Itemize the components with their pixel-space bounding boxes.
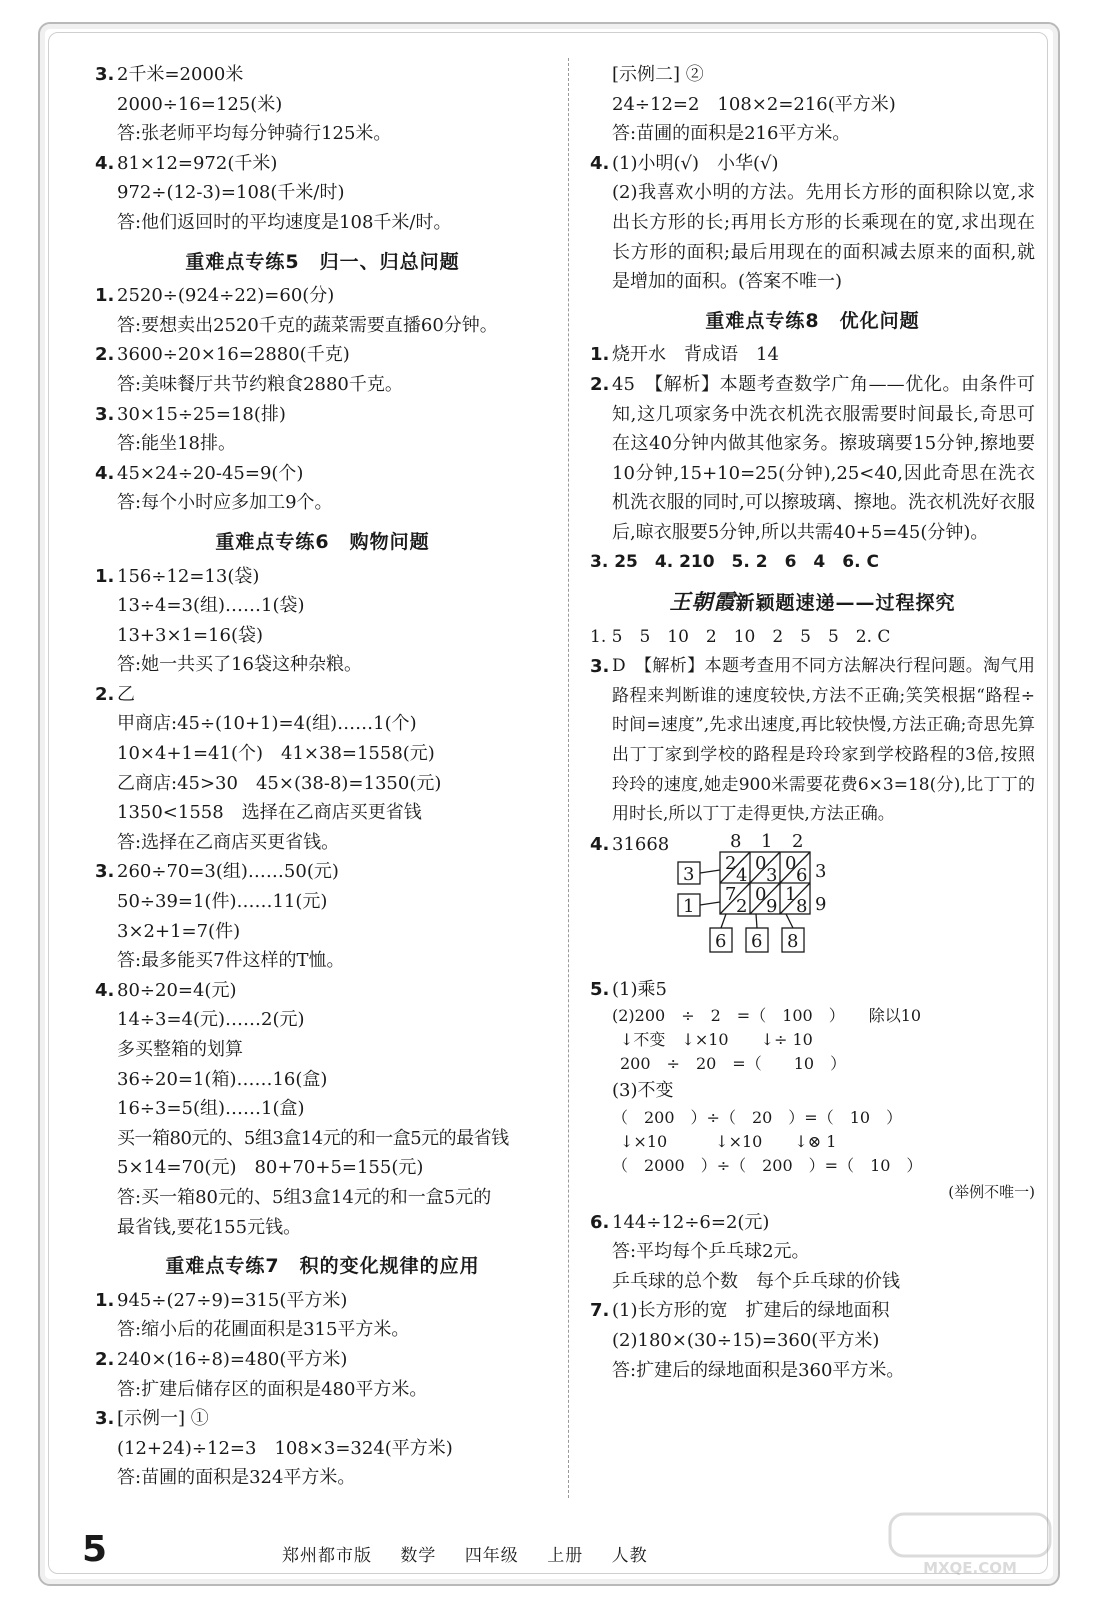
answer-line: 13+3×1=16(袋) <box>117 624 264 646</box>
result-digit: 8 <box>787 930 799 952</box>
top-digit: 1 <box>761 830 773 852</box>
answer-line: 3×2+1=7(件) <box>117 920 241 942</box>
left-column <box>95 60 550 1493</box>
answer-line: 1. 2520÷(924÷22)=60(分) <box>95 285 335 307</box>
answer-line: 3. 260÷70=3(组)……50(元) <box>95 861 339 883</box>
answer-line: (2)200 ÷ 2 =（ 100 ） 除以10 <box>612 1006 922 1026</box>
answer-line: 10×4+1=41(个) 41×38=1558(元) <box>117 743 435 765</box>
answer-line: 1. 945÷(27÷9)=315(平方米) <box>95 1289 348 1311</box>
answer-line: 答:扩建后储存区的面积是480平方米。 <box>117 1378 428 1400</box>
answer-line: 13÷4=3(组)……1(袋) <box>117 595 305 617</box>
cell-digit: 8 <box>796 895 808 917</box>
cell-digit: 2 <box>736 895 748 917</box>
cell-digit: 0 <box>785 852 797 874</box>
footer-subject: 数学 <box>400 1546 437 1566</box>
cell-digit: 2 <box>725 852 737 874</box>
answer-line: 答:选择在乙商店买更省钱。 <box>117 831 340 853</box>
cell-digit: 0 <box>755 883 767 905</box>
cell-digit: 3 <box>766 864 778 886</box>
answer-line: ↓×10 ↓×10 ↓⊗ 1 <box>620 1132 837 1152</box>
watermark-text: MXQE.COM <box>923 1559 1017 1577</box>
answer-line: 4. 31668 <box>590 833 670 855</box>
answer-line: (3)不变 <box>612 1080 674 1102</box>
answer-line: 1. 烧开水 背成语 14 <box>590 344 779 366</box>
answer-line: 答:每个小时应多加工9个。 <box>117 492 333 514</box>
answer-line: 乒乓球的总个数 每个乒乓球的价钱 <box>612 1270 900 1292</box>
answer-line: 2000÷16=125(米) <box>117 93 283 115</box>
answer-line: 36÷20=1(箱)……16(盒) <box>117 1068 328 1090</box>
section-heading: 重难点专练5 归一、归总问题 <box>185 250 460 273</box>
answer-line: 答:最多能买7件这样的T恤。 <box>117 950 345 972</box>
answer-line: 972÷(12-3)=108(千米/时) <box>117 182 345 204</box>
top-digit: 8 <box>730 830 742 852</box>
answer-line: 答:美味餐厅共节约粮食2880千克。 <box>117 373 403 395</box>
right-digit: 3 <box>815 860 827 882</box>
footer-volume: 上册 <box>547 1546 584 1566</box>
answer-line: 1. 156÷12=13(袋) <box>95 565 260 587</box>
section-heading: 重难点专练7 积的变化规律的应用 <box>165 1255 480 1278</box>
answer-line: 2. 240×(16÷8)=480(平方米) <box>95 1348 348 1370</box>
footer-grade: 四年级 <box>464 1546 519 1566</box>
cell-digit: 6 <box>796 864 808 886</box>
page-number: 5 <box>82 1529 108 1570</box>
answer-line: 4. 45×24÷20-45=9(个) <box>95 462 304 484</box>
answer-line: 16÷3=5(组)……1(盒) <box>117 1098 305 1120</box>
top-digit: 2 <box>792 830 804 852</box>
answer-line: 1. 5 5 10 2 10 2 5 5 2. C <box>590 626 891 647</box>
result-digit: 6 <box>751 930 763 952</box>
answer-paragraph: 3. D 【解析】本题考查用不同方法解决行程问题。淘气用路程来判断谁的速度较快,方法不正确;笑笑根据“路程÷时间=速度”,先求出速度,再比较快慢,方法正确;奇思先算出丁丁家到学校的路程是玲玲家到学校路程的3倍,按照玲玲的速度,她走900米需要花费6×3=18(分),比丁丁的用时长,所以丁丁走得更快,方法正确。 <box>590 656 1035 825</box>
answer-line: 1350<1558 选择在乙商店买更省钱 <box>117 802 422 824</box>
answer-line: 答:她一共买了16袋这种杂粮。 <box>117 654 362 676</box>
left-digit: 1 <box>683 895 695 917</box>
footer-edition: 郑州都市版 <box>282 1546 372 1566</box>
section-heading: 重难点专练8 优化问题 <box>705 309 920 332</box>
answer-line: 答:扩建后的绿地面积是360平方米。 <box>612 1359 905 1381</box>
result-digit: 6 <box>715 930 727 952</box>
watermark-logo <box>886 1510 1056 1580</box>
answer-line: 答:平均每个乒乓球2元。 <box>612 1241 810 1263</box>
answer-line: （ 200 ）÷（ 20 ）=（ 10 ） <box>612 1108 903 1128</box>
page-footer <box>82 1529 782 1575</box>
answer-line: 答:苗圃的面积是324平方米。 <box>117 1467 356 1489</box>
note: (举例不唯一) <box>948 1183 1035 1202</box>
answer-line: 6. 144÷12÷6=2(元) <box>590 1211 770 1233</box>
right-digit: 9 <box>815 893 827 915</box>
section-heading: 王朝霞新颖题速递——过程探究 <box>669 589 956 615</box>
answer-line: 50÷39=1(件)……11(元) <box>117 891 328 913</box>
right-column <box>590 60 1035 1385</box>
answer-line: 5. (1)乘5 <box>590 978 667 1000</box>
lattice-multiplication <box>590 830 1035 975</box>
answer-line: （ 2000 ）÷（ 200 ）=（ 10 ） <box>612 1156 923 1176</box>
answer-line: 24÷12=2 108×2=216(平方米) <box>612 93 896 115</box>
cell-digit: 0 <box>755 852 767 874</box>
answer-line: 答:张老师平均每分钟骑行125米。 <box>117 123 392 145</box>
answer-line: 4. (1)小明(√) 小华(√) <box>590 152 779 174</box>
answer-line: 答:缩小后的花圃面积是315平方米。 <box>117 1319 410 1341</box>
answer-line: 答:苗圃的面积是216平方米。 <box>612 123 851 145</box>
answer-line: 2. 3600÷20×16=2880(千克) <box>95 344 350 366</box>
cell-digit: 1 <box>785 883 797 905</box>
answer-line: 200 ÷ 20 =（ 10 ） <box>620 1054 847 1074</box>
answer-line: (12+24)÷12=3 108×3=324(平方米) <box>117 1437 453 1459</box>
answer-line: 答:买一箱80元的、5组3盒14元的和一盒5元的 <box>117 1186 492 1208</box>
answer-line: 3. 2千米=2000米 <box>95 64 244 85</box>
answer-line: 答:能坐18排。 <box>117 433 236 455</box>
section-heading: 重难点专练6 购物问题 <box>215 530 430 553</box>
answer-line: 乙商店:45>30 45×(38-8)=1350(元) <box>117 772 442 794</box>
answer-line: 3. 30×15÷25=18(排) <box>95 403 286 425</box>
answer-line: 5×14=70(元) 80+70+5=155(元) <box>117 1157 424 1179</box>
answer-line: 4. 80÷20=4(元) <box>95 979 237 1001</box>
answer-line: 买一箱80元的、5组3盒14元的和一盒5元的最省钱 <box>117 1127 509 1149</box>
cell-digit: 4 <box>736 864 748 886</box>
answer-line: 4. 81×12=972(千米) <box>95 152 278 174</box>
left-digit: 3 <box>683 863 695 885</box>
answer-paragraph: (2)我喜欢小明的方法。先用长方形的面积除以宽,求出长方形的长;再用长方形的长乘现在的宽,求出现在长方形的面积;最后用现在的面积减去原来的面积,就是增加的面积。(答案不唯一) <box>612 182 1035 293</box>
answer-line: 3. [示例一] ① <box>95 1408 209 1430</box>
cell-digit: 9 <box>766 895 778 917</box>
cell-digit: 7 <box>725 883 737 905</box>
footer-info <box>282 1541 670 1566</box>
answer-line: 甲商店:45÷(10+1)=4(组)……1(个) <box>117 713 417 735</box>
answer-line: (2)180×(30÷15)=360(平方米) <box>612 1330 880 1351</box>
column-divider <box>568 58 569 1498</box>
answer-paragraph: 2. 45 【解析】本题考查数学广角——优化。由条件可知,这几项家务中洗衣机洗衣服需要时间最长,奇思可在这40分钟内做其他家务。擦玻璃要15分钟,擦地要10分钟,15+10=25(分钟),25<40,因此奇思在洗衣机洗衣服的同时,可以擦玻璃、擦地。洗衣机洗好衣服后,晾衣服要5分钟,所以共需40+5=45(分钟)。 <box>590 373 1035 543</box>
answer-line: 2. 乙 <box>95 683 135 705</box>
answer-line: 答:他们返回时的平均速度是108千米/时。 <box>117 211 452 233</box>
lattice-grid <box>670 830 870 970</box>
answer-line: ↓不变 ↓×10 ↓÷ 10 <box>620 1030 813 1050</box>
answer-line: 14÷3=4(元)……2(元) <box>117 1009 305 1031</box>
answer-line: 7. (1)长方形的宽 扩建后的绿地面积 <box>590 1300 890 1322</box>
answer-line: [示例二] ② <box>612 64 704 85</box>
answer-line: 3. 25 4. 210 5. 2 6 4 6. C <box>590 551 879 572</box>
footer-publisher: 人教 <box>611 1546 648 1566</box>
answer-line: 多买整箱的划算 <box>117 1039 243 1060</box>
answer-line: 答:要想卖出2520千克的蔬菜需要直播60分钟。 <box>117 314 498 336</box>
answer-line: 最省钱,要花155元钱。 <box>117 1216 302 1238</box>
